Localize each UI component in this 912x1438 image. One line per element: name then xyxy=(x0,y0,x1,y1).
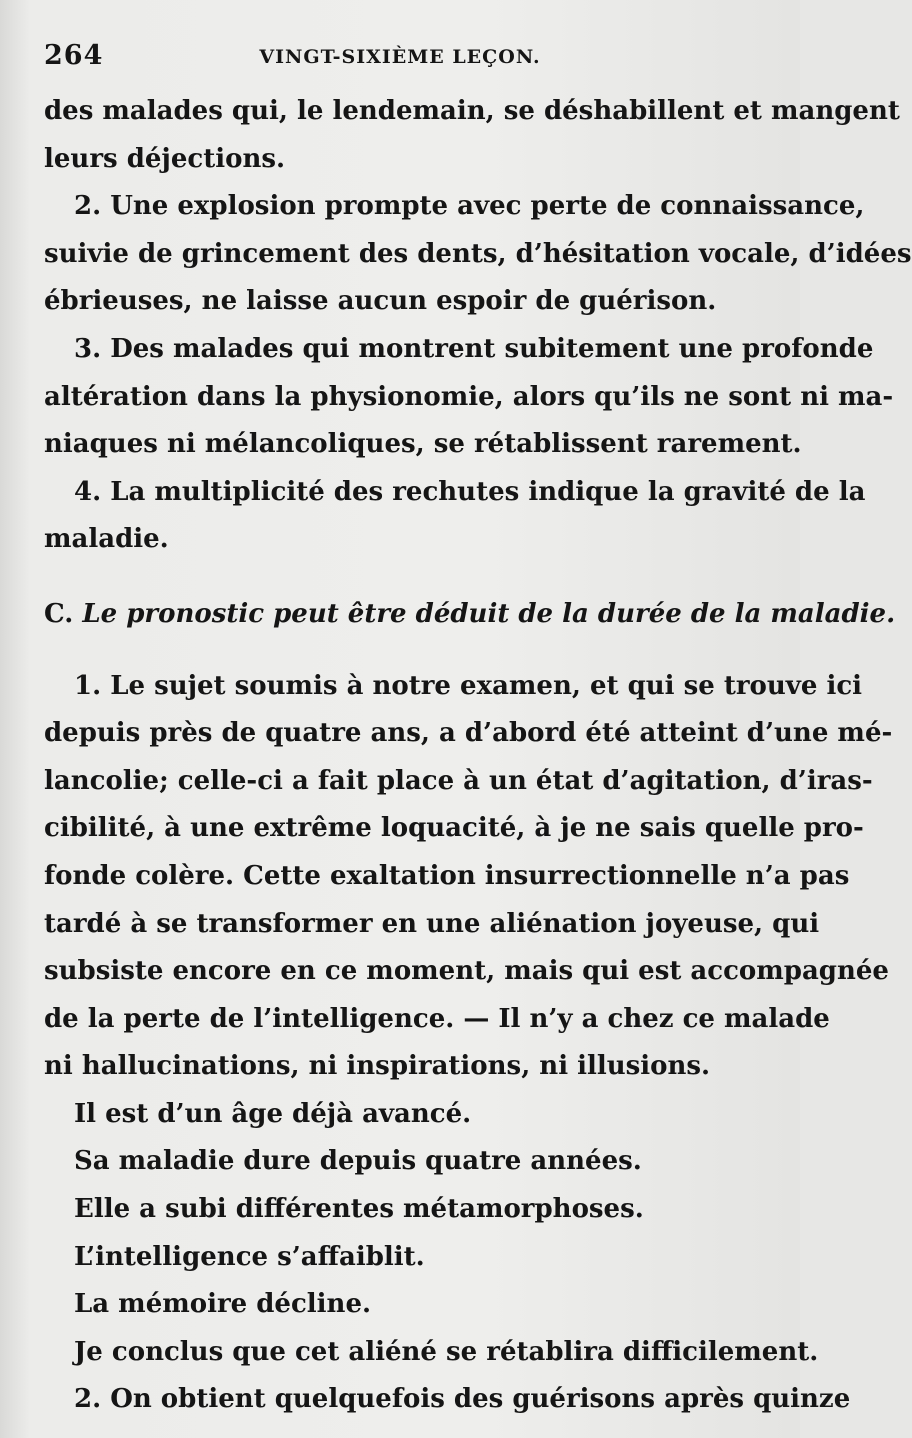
text-line: ébrieuses, ne laisse aucun espoir de guérison. xyxy=(44,286,717,317)
text-line: 4. La multiplicité des rechutes indique la gravité de la xyxy=(74,476,866,507)
text-line: cibilité, à une extrême loquacité, à je ne sais quelle pro- xyxy=(44,813,864,844)
text-line: Sa maladie dure depuis quatre années. xyxy=(74,1146,642,1177)
text-line: leurs déjections. xyxy=(44,143,286,174)
text-line: L’intelligence s’affaiblit. xyxy=(74,1241,425,1272)
text-line: niaques ni mélancoliques, se rétablissent rarement. xyxy=(44,429,802,460)
text-line: La mémoire décline. xyxy=(74,1289,372,1320)
text-line: altération dans la physionomie, alors qu’ils ne sont ni ma- xyxy=(44,381,894,412)
text-line: 2. On obtient quelquefois des guérisons après quinze xyxy=(74,1384,851,1415)
body-text xyxy=(44,88,912,1424)
text-line: Il est d’un âge déjà avancé. xyxy=(74,1098,472,1129)
spacer xyxy=(44,639,756,663)
section-title: Le pronostic peut être déduit de la durée de la maladie. xyxy=(82,598,896,629)
text-line: subsiste encore en ce moment, mais qui est accompagnée xyxy=(44,956,889,987)
text-line: fonde colère. Cette exaltation insurrectionnelle n’a pas xyxy=(44,860,850,891)
text-line: des malades qui, le lendemain, se déshabillent et mangent xyxy=(44,96,900,126)
text-line: tardé à se transformer en une aliénation joyeuse, qui xyxy=(44,908,820,939)
page-header xyxy=(44,40,756,80)
text-line: maladie. xyxy=(44,524,169,555)
running-head: VINGT-SIXIÈME LEÇON. xyxy=(259,46,541,68)
text-line: Je conclus que cet aliéné se rétablira difficilement. xyxy=(74,1336,819,1367)
text-line: ni hallucinations, ni inspirations, ni illusions. xyxy=(44,1051,711,1082)
text-line: suivie de grincement des dents, d’hésitation vocale, d’idées xyxy=(44,238,912,269)
text-line: Elle a subi différentes métamorphoses. xyxy=(74,1194,644,1225)
page-number: 264 xyxy=(44,40,104,71)
text-line: 3. Des malades qui montrent subitement une profonde xyxy=(74,333,874,364)
text-line: 1. Le sujet soumis à notre examen, et qui se trouve ici xyxy=(74,670,863,701)
section-letter: C. xyxy=(44,598,74,629)
text-line: 2. Une explosion prompte avec perte de connaissance, xyxy=(74,191,865,222)
text-line-blank xyxy=(44,564,756,591)
text-line: depuis près de quatre ans, a d’abord été atteint d’une mé- xyxy=(44,718,893,749)
text-line: de la perte de l’intelligence. — Il n’y a chez ce malade xyxy=(44,1003,830,1034)
text-line: lancolie; celle-ci a fait place à un état d’agitation, d’iras- xyxy=(44,765,873,796)
section-heading xyxy=(44,591,896,639)
